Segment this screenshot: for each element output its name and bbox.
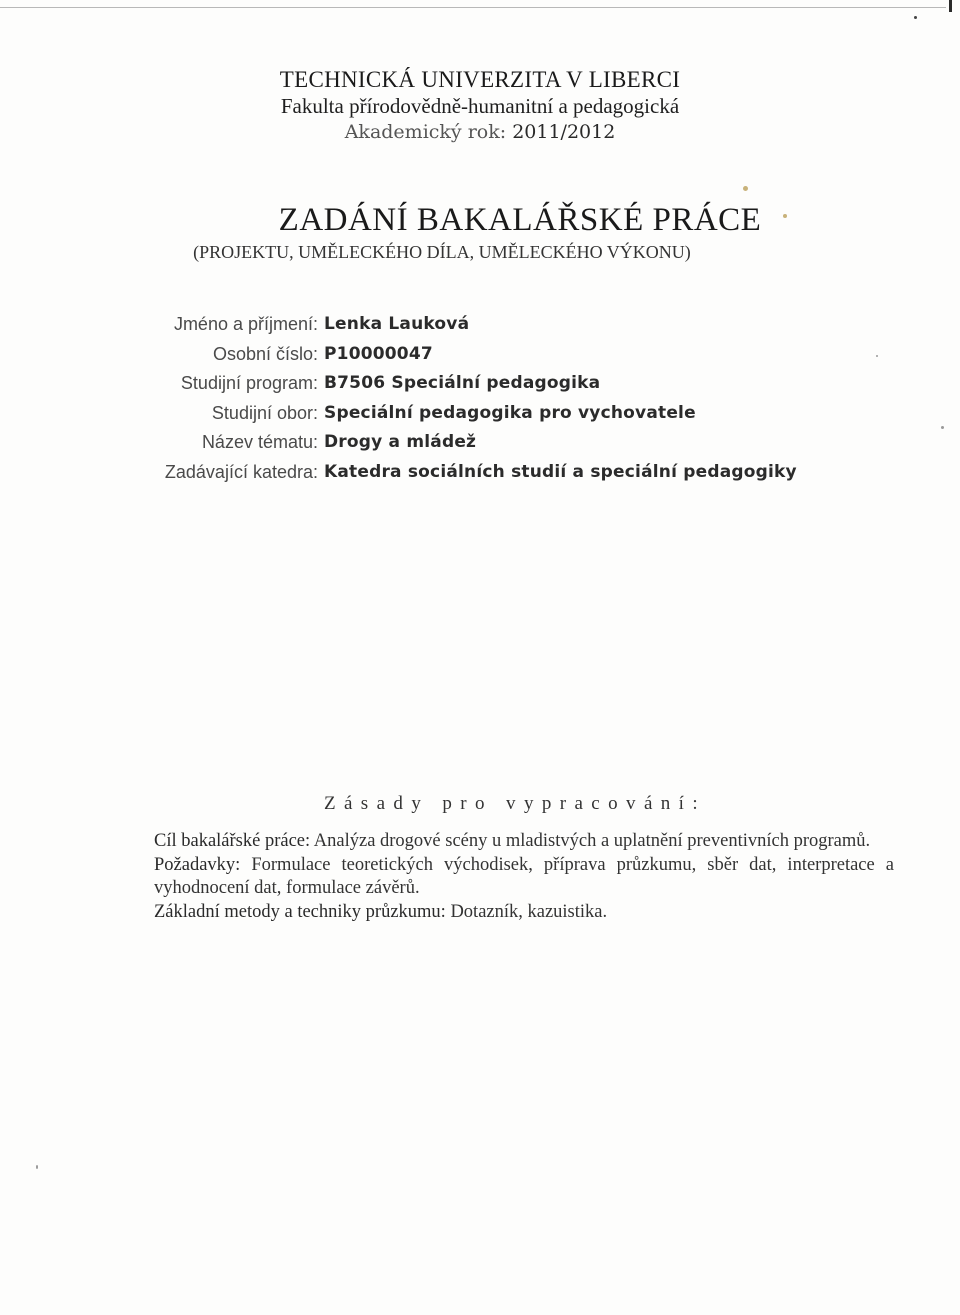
requirements-paragraph <box>154 854 894 901</box>
info-label: Studijní program: <box>180 373 318 394</box>
principles-heading: Zásady pro vypracování: <box>323 793 707 814</box>
info-label: Zadávající katedra: <box>164 461 318 482</box>
goal-label: Cíl bakalářské práce: <box>154 831 311 851</box>
document-header <box>0 66 960 145</box>
info-value: P10000047 <box>324 343 433 364</box>
info-value: B7506 Speciální pedagogika <box>324 373 601 394</box>
requirements-label: Požadavky: <box>154 854 241 875</box>
info-row-name <box>0 309 960 339</box>
info-label: Studijní obor: <box>211 402 318 423</box>
academic-year-label: Akademický rok: <box>344 121 507 143</box>
student-info-table <box>0 309 960 487</box>
methods-label: Základní metody a techniky průzkumu: <box>154 901 446 922</box>
goal-text: Analýza drogové scény u mladistvých a uplatnění preventivních programů. <box>313 831 871 851</box>
principles-body <box>154 830 894 924</box>
info-label: Název tématu: <box>201 432 318 453</box>
title-block <box>0 200 960 264</box>
scan-speck <box>914 16 917 19</box>
university-name: TECHNICKÁ UNIVERZITA V LIBERCI <box>279 67 681 92</box>
scan-speck <box>743 186 748 191</box>
scan-speck <box>36 1165 38 1169</box>
requirements-text: Formulace teoretických východisek, příprava průzkumu, sběr dat, interpretace a vyhodnocení dat, formulace závěrů. <box>154 854 894 898</box>
document-title: ZADÁNÍ BAKALÁŘSKÉ PRÁCE <box>278 202 762 238</box>
goal-paragraph <box>154 830 894 854</box>
info-row-department <box>0 457 960 487</box>
info-row-personal-number <box>0 339 960 369</box>
info-label: Osobní číslo: <box>212 343 318 364</box>
scan-edge-line <box>0 7 946 8</box>
methods-text: Dotazník, kazuistika. <box>450 901 608 922</box>
methods-paragraph <box>154 901 894 925</box>
scan-corner-mark <box>949 0 952 12</box>
document-subtitle: (PROJEKTU, UMĚLECKÉHO DÍLA, UMĚLECKÉHO VÝKONU) <box>193 242 691 262</box>
info-value: Drogy a mládež <box>324 432 477 453</box>
info-value: Lenka Lauková <box>324 314 470 334</box>
academic-year <box>0 119 960 145</box>
info-value: Katedra sociálních studií a speciální pedagogiky <box>324 461 797 482</box>
faculty-name: Fakulta přírodovědně-humanitní a pedagogická <box>280 94 680 118</box>
info-value: Speciální pedagogika pro vychovatele <box>324 402 696 423</box>
info-row-field <box>0 398 960 428</box>
info-row-topic <box>0 427 960 457</box>
info-label: Jméno a příjmení: <box>173 314 318 334</box>
info-row-program <box>0 368 960 398</box>
academic-year-value: 2011/2012 <box>512 121 616 143</box>
